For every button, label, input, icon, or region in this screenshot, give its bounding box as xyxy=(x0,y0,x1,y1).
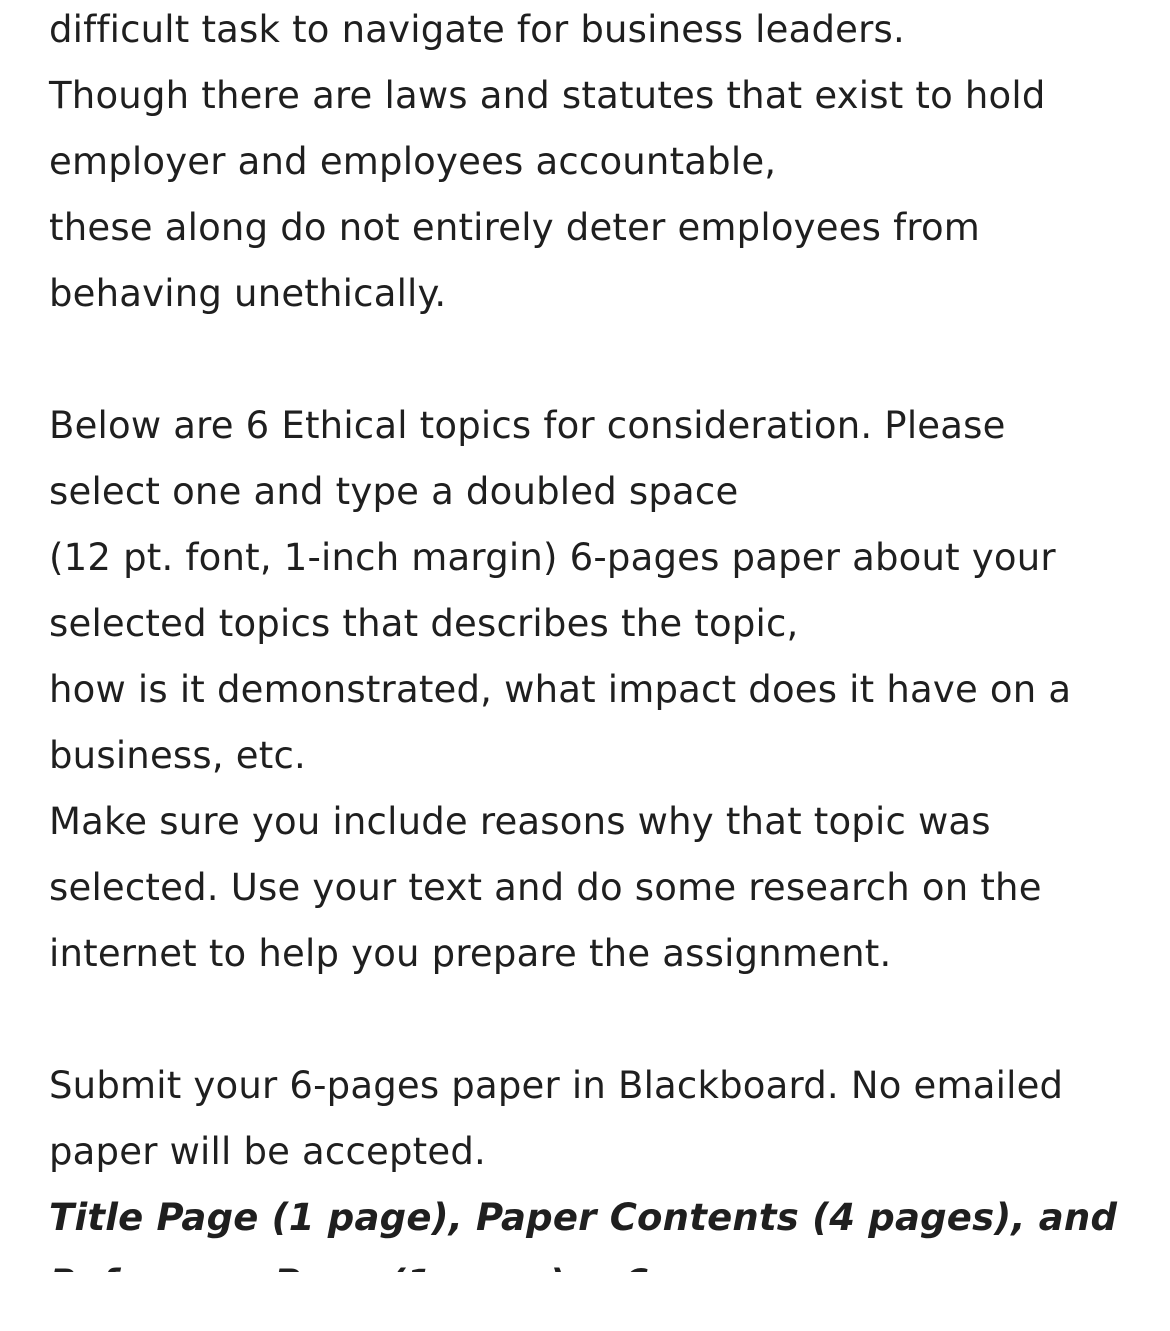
body-line: Make sure you include reasons why that topic was xyxy=(49,800,991,843)
bottom-clip xyxy=(0,1272,1170,1331)
body-line: internet to help you prepare the assignment. xyxy=(49,932,892,975)
body-line: selected. Use your text and do some research on the xyxy=(49,866,1042,909)
body-line: (12 pt. font, 1-inch margin) 6-pages paper about your xyxy=(49,536,1056,579)
body-line: employer and employees accountable, xyxy=(49,140,777,183)
body-line: how is it demonstrated, what impact does it have on a xyxy=(49,668,1072,711)
body-line: these along do not entirely deter employees from xyxy=(49,206,981,249)
body-line: paper will be accepted. xyxy=(49,1130,486,1173)
body-line: selected topics that describes the topic, xyxy=(49,602,799,645)
document-body xyxy=(49,0,1129,1317)
body-line: difficult task to navigate for business leaders. xyxy=(49,8,905,51)
paragraph-break xyxy=(49,987,1129,1053)
paragraph-break xyxy=(49,327,1129,393)
emphasis-line: Title Page (1 page), Paper Contents (4 pages), and xyxy=(49,1196,1118,1239)
body-line: business, etc. xyxy=(49,734,306,777)
body-line: Submit your 6-pages paper in Blackboard. No emailed xyxy=(49,1064,1064,1107)
body-line: select one and type a doubled space xyxy=(49,470,739,513)
body-line: Though there are laws and statutes that exist to hold xyxy=(49,74,1046,117)
body-line: behaving unethically. xyxy=(49,272,447,315)
body-line: Below are 6 Ethical topics for consideration. Please xyxy=(49,404,1006,447)
